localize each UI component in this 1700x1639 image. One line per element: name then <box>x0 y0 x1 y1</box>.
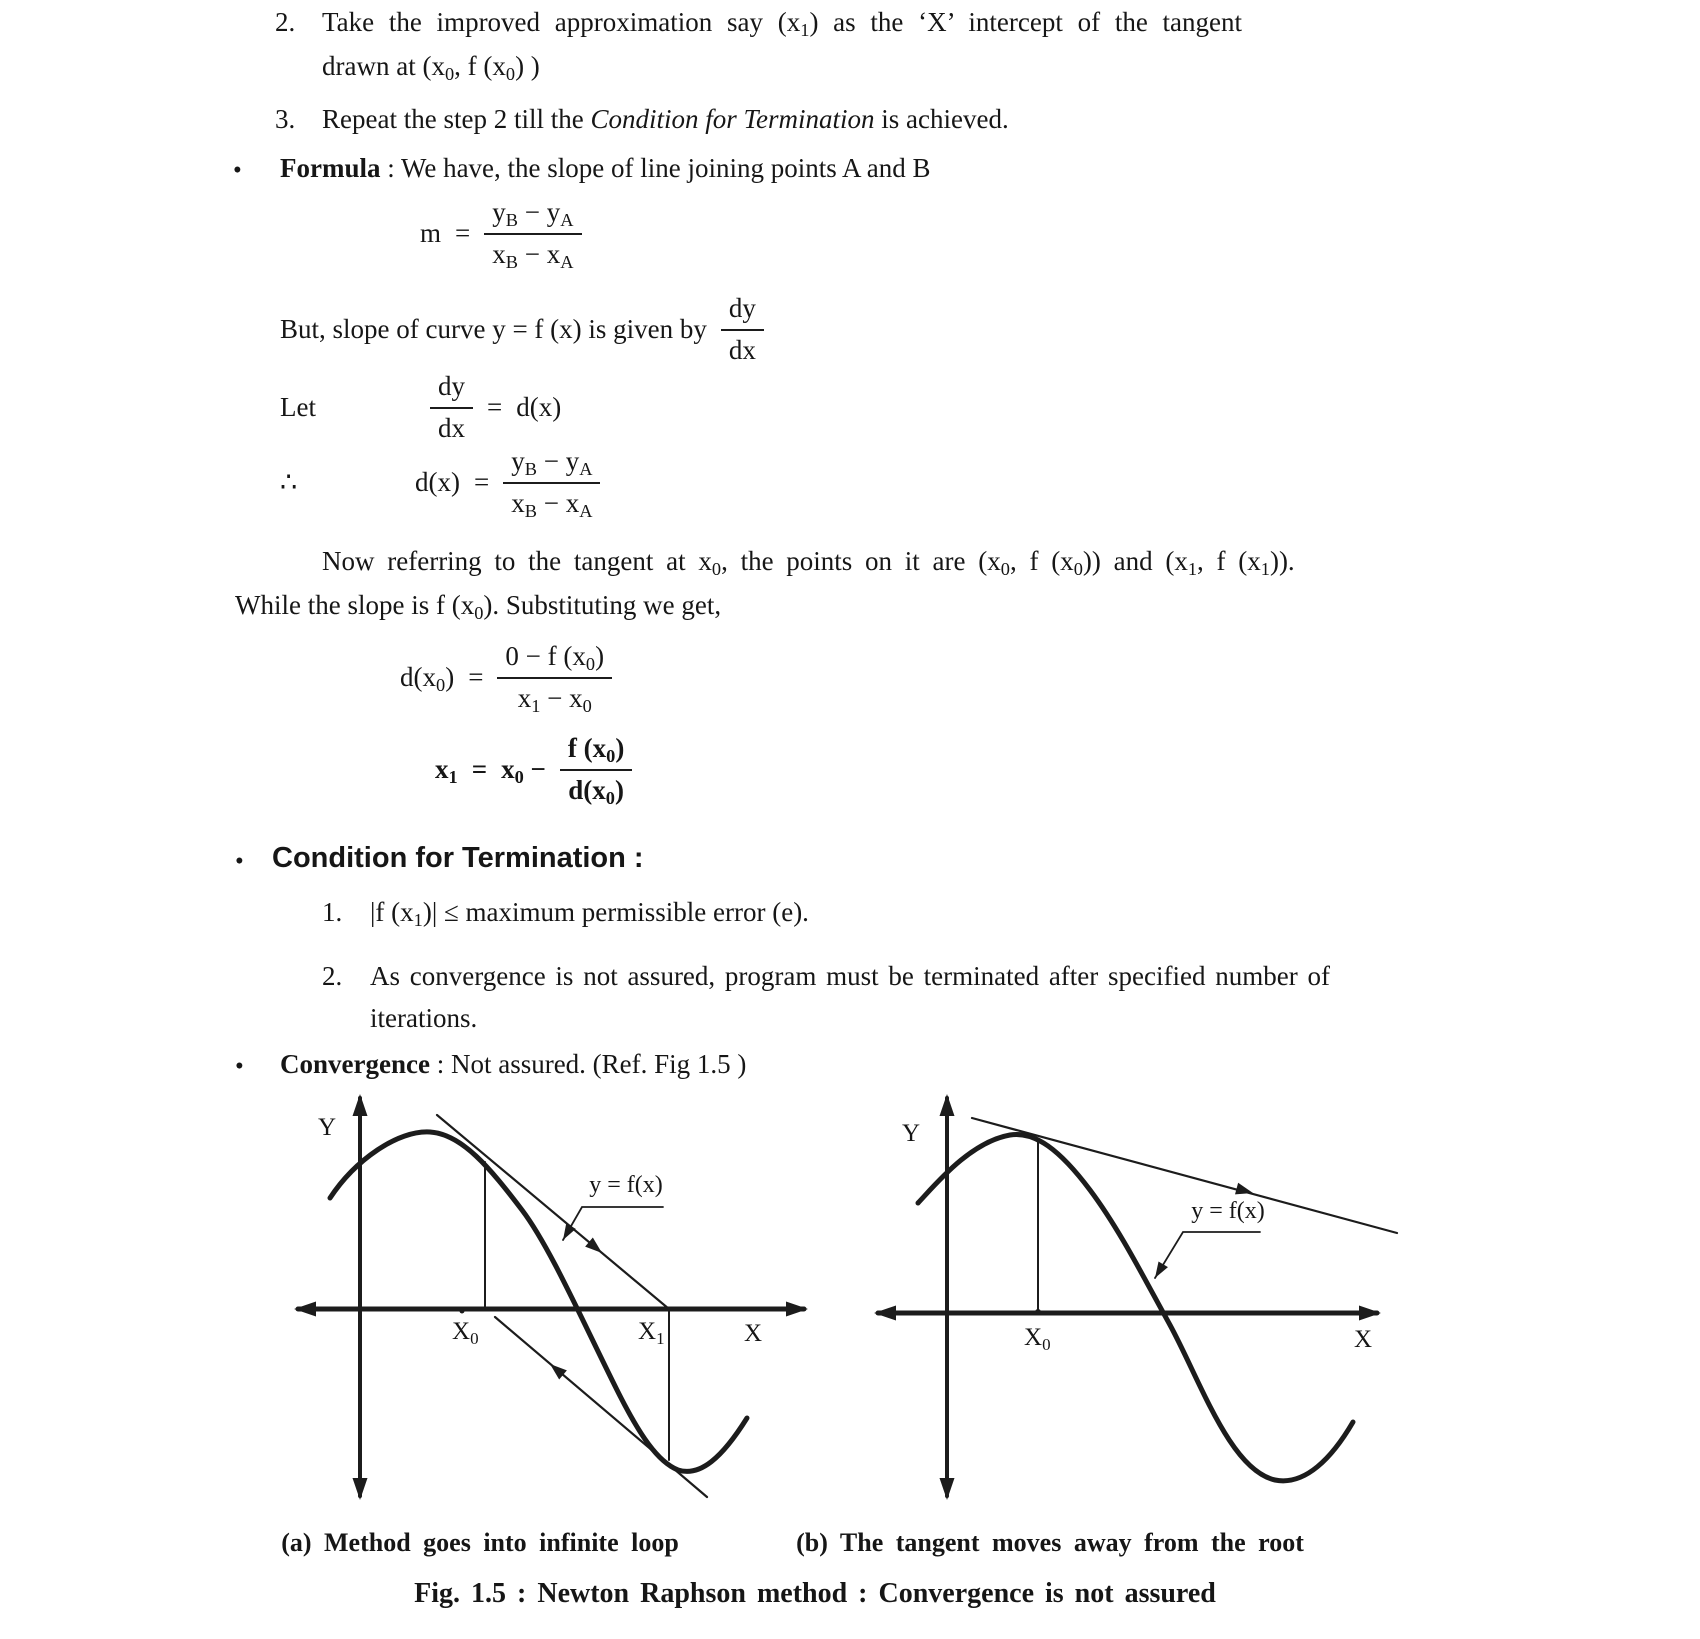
termination-item2-line2: iterations. <box>370 1003 478 1033</box>
eq-let-rhs: d(x) <box>516 391 562 422</box>
therefore-symbol: ∴ <box>280 466 298 497</box>
step-2-number: 2. <box>275 7 296 37</box>
figure-b-curve <box>918 1134 1353 1480</box>
formula-bullet: • <box>233 157 242 184</box>
figure-b-x-axis-label: X <box>1354 1326 1373 1353</box>
figure-b-leader-arrow-icon <box>1150 1261 1168 1280</box>
figure-a-x1-label: $X_1$ <box>638 1318 665 1348</box>
figure-b-graph <box>850 1080 1420 1520</box>
fraction <box>503 445 600 521</box>
figure-main-caption: Fig. 1.5 : Newton Raphson method : Convergence is not assured <box>414 1578 1216 1609</box>
figure-a-caption: (a) Method goes into infinite loop <box>281 1528 679 1557</box>
figure-a-leader-arrow-icon <box>558 1223 576 1242</box>
fraction-numerator: dy <box>430 370 473 409</box>
convergence-bullet: • <box>235 1053 244 1080</box>
equation-therefore <box>280 445 600 521</box>
figure-b-y-axis-label: Y <box>902 1120 921 1147</box>
termination-heading: Condition for Termination : <box>272 842 644 874</box>
figure-a-y-axis-label: Y <box>318 1114 337 1141</box>
equation-slope-m <box>420 196 582 272</box>
figure-a-label-leader-line <box>563 1207 663 1240</box>
figure-a-graph <box>250 1080 810 1520</box>
fraction-denominator: dx <box>438 412 465 443</box>
figure-b-y-axis-up-arrow-icon <box>940 1094 955 1116</box>
step-2-line2: drawn at ($x_0$, f $(x_0)$ ) <box>322 51 540 85</box>
figure-a-x-axis-right-arrow-icon <box>786 1302 808 1317</box>
fraction-numerator: f $(x_0)$ <box>560 732 632 771</box>
equation-dx0 <box>400 640 612 716</box>
termination-item2-number: 2. <box>322 961 343 991</box>
fraction <box>721 292 764 368</box>
eq-m-lhs: m <box>420 217 442 248</box>
step-2-line1: Take the improved approximation say $(x_1)$ as the ‘X’ intercept of the tangent <box>322 7 1243 41</box>
equation-let <box>280 370 561 446</box>
eq-dx-lhs: d(x) <box>415 466 460 497</box>
figure-a-curve-label: y = f(x) <box>589 1172 663 1198</box>
now-paragraph-line2: While the slope is f $(x_0)$. Substituting we get, <box>235 590 722 624</box>
figure-a-x0-label: $X_0$ <box>452 1318 479 1348</box>
fraction-denominator: $x_1 - x_0$ <box>517 682 592 716</box>
figure-b-x-axis-left-arrow-icon <box>874 1306 896 1321</box>
figure-b-x-axis-right-arrow-icon <box>1359 1306 1381 1321</box>
step-3-number: 3. <box>275 104 296 134</box>
equation-newton-raphson <box>435 732 632 808</box>
figure-b-x0-point-dot <box>1035 1309 1041 1315</box>
fraction-denominator: dx <box>728 334 756 365</box>
fraction-numerator: dy <box>721 292 764 331</box>
fraction <box>560 732 632 808</box>
formula-intro: Formula : We have, the slope of line joining points A and B <box>280 153 931 183</box>
eq-dx0-equals: = <box>468 661 484 692</box>
fraction-numerator: $y_B - y_A$ <box>503 445 600 484</box>
but-slope-text: But, slope of curve y = f (x) is given by <box>280 313 707 344</box>
eq-m-equals: = <box>455 217 471 248</box>
eq-dx-equals: = <box>473 466 490 497</box>
figure-b-curve-label: y = f(x) <box>1191 1198 1265 1224</box>
fraction-numerator: 0 − f $(x_0)$ <box>497 640 612 679</box>
figure-a-tangent-at-x1 <box>495 1317 707 1497</box>
figure-b-caption: (b) The tangent moves away from the root <box>796 1528 1304 1557</box>
convergence-text: Convergence : Not assured. (Ref. Fig 1.5 ) <box>280 1049 747 1079</box>
eq-let-equals: = <box>487 391 503 422</box>
figure-b-x0-label: $X_0$ <box>1024 1324 1051 1354</box>
figure-a-x-axis-label: X <box>744 1320 763 1347</box>
figure-b-y-axis-down-arrow-icon <box>940 1478 955 1500</box>
fraction <box>484 196 581 272</box>
termination-item1-number: 1. <box>322 897 343 927</box>
eq-dx0-lhs: $d(x_0)$ <box>400 661 455 696</box>
fraction-numerator: $y_B - y_A$ <box>484 196 581 235</box>
eq-x1-lhs: $x_1$ <box>435 753 458 788</box>
figure-a-x-axis-left-arrow-icon <box>294 1302 316 1317</box>
now-paragraph-line1: Now referring to the tangent at $x_0$, the points on it are ($x_0$, f $(x_0)$) and ($x_1$, f $(x_1)$). <box>322 546 1295 580</box>
figure-b-label-leader-line <box>1155 1232 1260 1278</box>
step-3-text: Repeat the step 2 till the Condition for Termination is achieved. <box>322 104 1009 134</box>
termination-item2-line1: As convergence is not assured, program must be terminated after specified number of <box>370 961 1330 991</box>
termination-bullet: • <box>235 848 244 875</box>
fraction <box>497 640 612 716</box>
fraction <box>430 370 473 446</box>
eq-x1-mid: $x_0$ − <box>501 753 546 788</box>
fraction-denominator: $x_B - x_A$ <box>492 238 574 272</box>
let-label: Let <box>280 391 316 422</box>
equation-but-slope <box>280 292 764 368</box>
fraction-denominator: $d(x_0)$ <box>568 774 624 808</box>
figure-a-y-axis-down-arrow-icon <box>353 1478 368 1500</box>
figure-a-axis-tick-dot <box>460 1309 465 1314</box>
eq-x1-equals: = <box>471 753 488 784</box>
figure-a-y-axis-up-arrow-icon <box>353 1094 368 1116</box>
figure-a-tangent-at-x0 <box>437 1115 669 1309</box>
termination-item1-text: |f $(x_1)|$ ≤ maximum permissible error (e). <box>370 897 809 931</box>
fraction-denominator: $x_B - x_A$ <box>511 487 593 521</box>
